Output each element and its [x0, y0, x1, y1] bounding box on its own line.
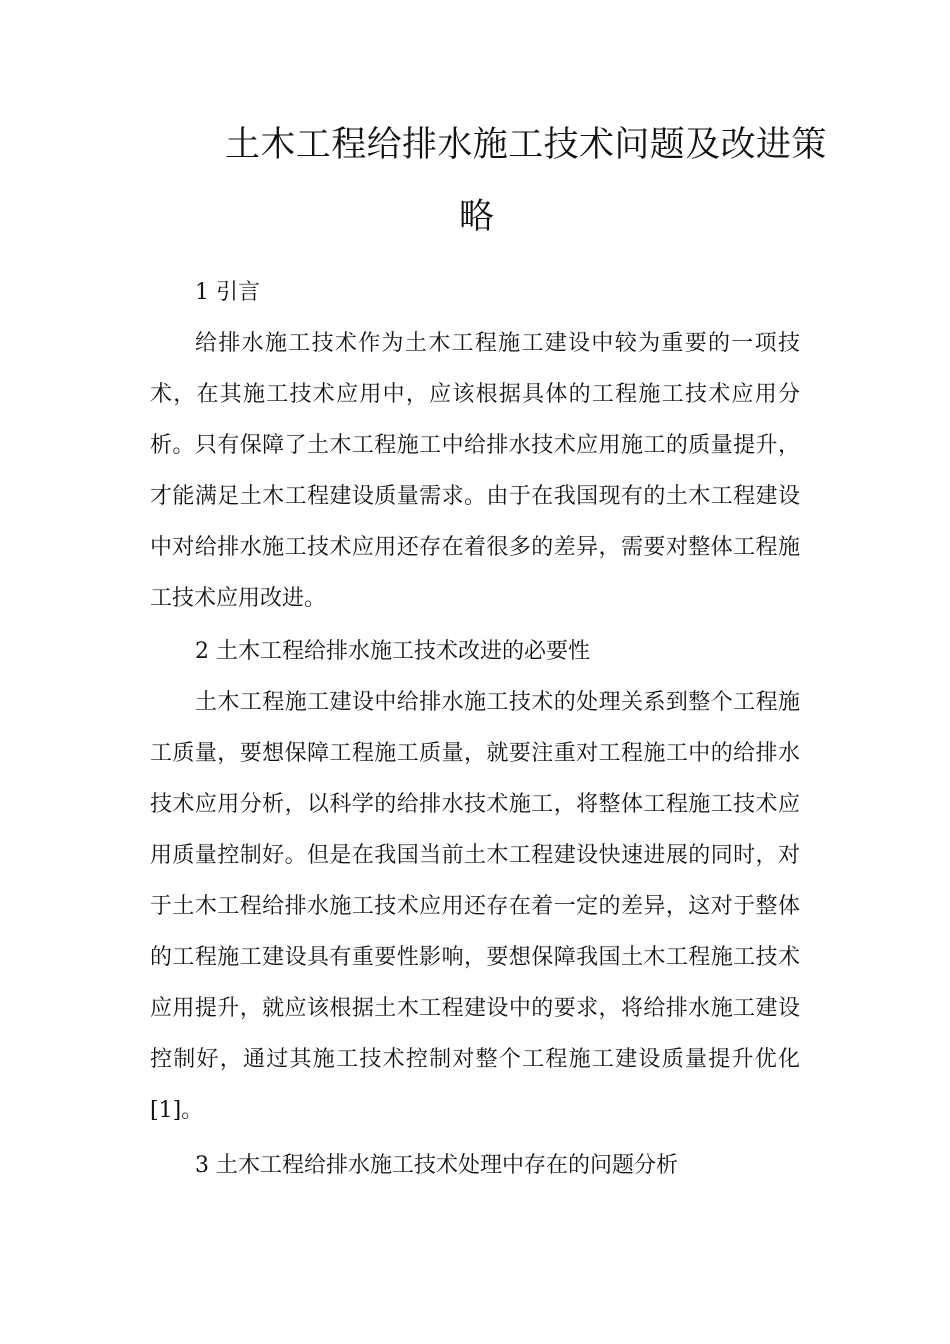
section-heading-necessity: 2 土木工程给排水施工技术改进的必要性 [195, 639, 590, 664]
section-paragraph-introduction: 给排水施工技术作为土木工程施工建设中较为重要的一项技术，在其施工技术应用中，应该根据具体的工程施工技术应用分析。只有保障了土木工程施工中给排水技术应用施工的质量提升，才能满足土木工程建设质量需求。由于在我国现有的土木工程建设中对给排水施工技术应用还存在着很多的差异，需要对整体工程施工技术应用改进。 [150, 331, 800, 611]
section-heading-problems: 3 土木工程给排水施工技术处理中存在的问题分析 [195, 1153, 678, 1178]
document-title-line-2: 略 [459, 197, 495, 237]
section-paragraph-necessity: 土木工程施工建设中给排水施工技术的处理关系到整个工程施工质量，要想保障工程施工质量，就要注重对工程施工中的给排水技术应用分析，以科学的给排水技术施工，将整体工程施工技术应用质量控制好。但是在我国当前土木工程建设快速进展的同时，对于土木工程给排水施工技术应用还存在着一定的差异，这对于整体的工程施工建设具有重要性影响，要想保障我国土木工程施工技术应用提升，就应该根据土木工程建设中的要求，将给排水施工建设控制好，通过其施工技术控制对整个工程施工建设质量提升优化[1]。 [150, 690, 800, 1123]
section-heading-introduction: 1 引言 [195, 280, 260, 305]
document-title-line-1: 土木工程给排水施工技术问题及改进策 [225, 125, 827, 165]
